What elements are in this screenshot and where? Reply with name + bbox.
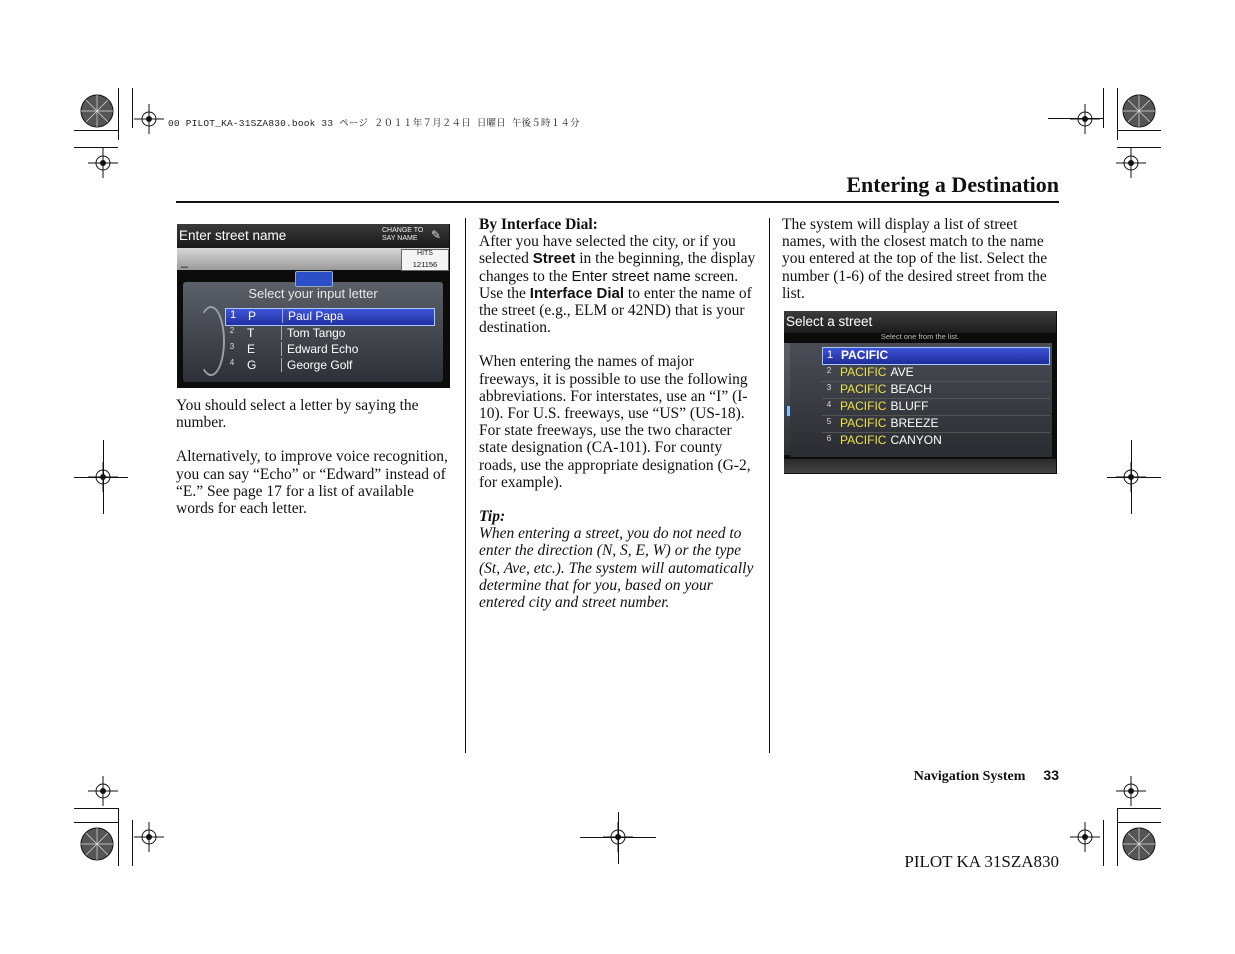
screen-subtitle: Select one from the list.: [880, 332, 960, 341]
list-item: 4 G George Golf: [229, 358, 353, 372]
select-letter-prompt: Select your input letter: [248, 286, 378, 301]
crosshair-icon: [1070, 104, 1100, 134]
column-1: [176, 397, 451, 534]
list-item: 3 PACIFIC BEACH: [822, 382, 1050, 399]
file-header: 00 PILOT_KA-31SZA830.book 33 ページ ２０１１年７月２４日 日曜日 午後５時１４分: [168, 118, 580, 129]
screen-title: Enter street name: [179, 228, 287, 243]
footer-section: [914, 767, 1059, 785]
letter-list: [225, 308, 435, 374]
crosshair-icon: [134, 822, 164, 852]
column-3: [782, 216, 1057, 319]
list-item: 2 PACIFIC AVE: [822, 365, 1050, 382]
list-item: 1 P Paul Papa: [225, 308, 435, 326]
crosshair-icon: [1070, 822, 1100, 852]
input-value: _: [181, 254, 188, 268]
paragraph: Alternatively, to improve voice recognition, you can say “Echo” or “Edward” instead of “E.” See page 17 for a list of available words for each letter.: [176, 448, 448, 518]
enter-street-name-ui-term: Enter street name: [571, 267, 691, 285]
tip-text: When entering a street, you do not need to enter the direction (N, S, E, W) or the type (St, Ave, etc.). The system will automatically determine that for you, based on your entered city and street number.: [479, 525, 754, 612]
screen-title: Select a street: [786, 314, 873, 329]
column-divider: [769, 218, 770, 753]
screenshot-select-street: [784, 311, 1057, 474]
hits-label: HITS: [417, 250, 433, 257]
list-item: 5 PACIFIC BREEZE: [822, 416, 1050, 433]
list-item: 1 PACIFIC: [822, 347, 1050, 365]
page-title: Entering a Destination: [846, 172, 1059, 197]
paragraph: When entering the names of major freeways, it is possible to use the following abbreviations. For interstates, use an “I” (I-10). For U.S. freeways, use “US” (US-18). For state freeways, use the two character state designation (CA-101). For county roads, use the appropriate designation (G-2, for example).: [479, 353, 751, 491]
footer-section-label: Navigation System: [913, 769, 1026, 784]
street-ui-term: Street: [532, 250, 576, 268]
crosshair-icon: [88, 148, 118, 178]
dial-wheel-icon: [197, 306, 225, 376]
column-2: [479, 216, 757, 611]
screen-bottom-bar: [784, 459, 1056, 473]
hits-value: 121156: [412, 260, 438, 269]
registration-target-icon: [1122, 827, 1156, 861]
registration-target-icon: [80, 94, 114, 128]
tip-heading: Tip:: [479, 508, 506, 526]
paragraph: The system will display a list of street names, with the closest match to the name you entered at the top of the list. Select the number (1-6) of the desired street from the list.: [782, 216, 1048, 302]
voice-icon: ✎: [431, 228, 442, 242]
screenshot-enter-street-name: [177, 224, 450, 388]
list-item: 3 E Edward Echo: [229, 342, 359, 356]
page-number: 33: [1043, 767, 1059, 783]
registration-target-icon: [1122, 94, 1156, 128]
hits-counter: [401, 249, 449, 271]
footer-model-code: PILOT KA 31SZA830: [904, 852, 1059, 871]
street-list: [822, 347, 1050, 449]
registration-target-icon: [80, 827, 114, 861]
crosshair-icon: [1116, 776, 1146, 806]
list-item: 2 T Tom Tango: [229, 326, 346, 340]
paragraph: You should select a letter by saying the number.: [176, 397, 419, 432]
change-to-say-name-button: CHANGE TO SAY NAME: [382, 227, 424, 242]
column-divider: [465, 218, 466, 753]
list-item: 4 PACIFIC BLUFF: [822, 399, 1050, 416]
paragraph: After you have selected the city, or if you selected Street in the beginning, the display changes to the Enter street name screen. Use the Interface Dial to enter the name of the street (e.g., ELM or 42ND) that is your destination.: [479, 233, 756, 337]
crosshair-icon: [88, 776, 118, 806]
list-item: 6 PACIFIC CANYON: [826, 433, 942, 447]
crosshair-icon: [134, 104, 164, 134]
keyboard-tab-icon: [295, 271, 333, 287]
crosshair-icon: [1116, 148, 1146, 178]
title-divider: [176, 201, 1059, 203]
section-heading: By Interface Dial:: [479, 216, 598, 233]
interface-dial-ui-term: Interface Dial: [529, 284, 625, 302]
